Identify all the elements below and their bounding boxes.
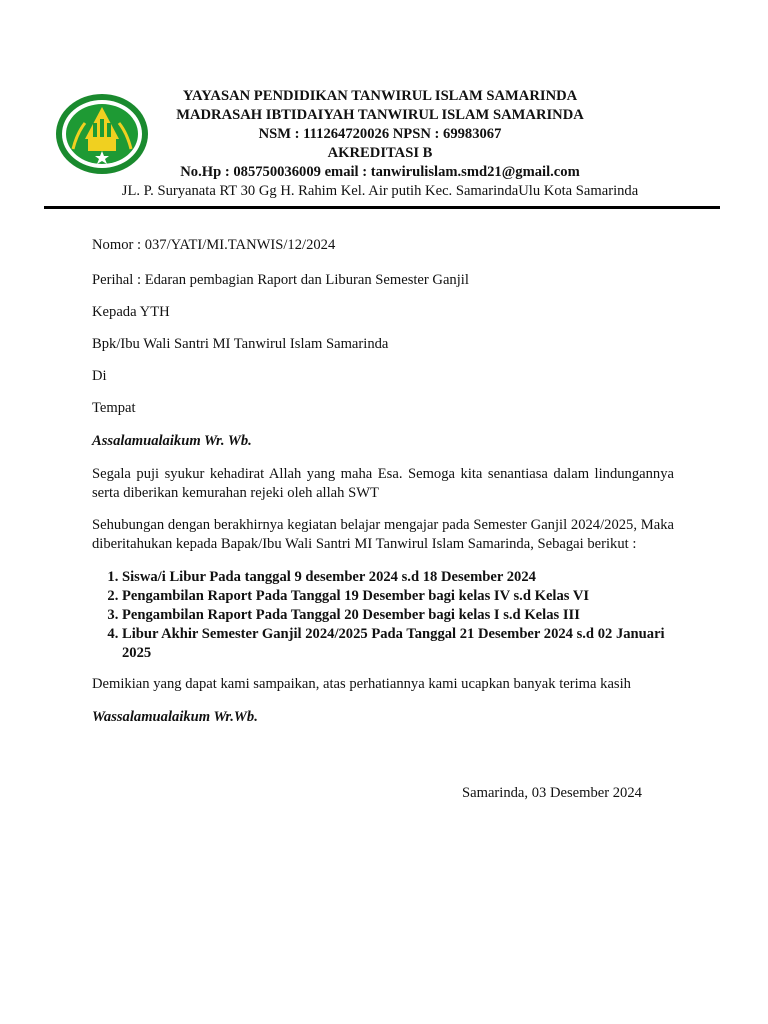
announcement-list (92, 568, 674, 663)
letter-subject: Perihal : Edaran pembagian Raport dan Liburan Semester Ganjil (92, 272, 469, 288)
paragraph-2: Sehubungan dengan berakhirnya kegiatan belajar mengajar pada Semester Ganjil 2024/2025, Maka diberitahukan kepada Bapak/Ibu Wali Santri MI Tanwirul Islam Samarinda, Sebagai berikut : (92, 517, 674, 552)
addressee-label: Kepada YTH (92, 304, 170, 320)
addressee: Bpk/Ibu Wali Santri MI Tanwirul Islam Samarinda (92, 336, 389, 352)
letter-number: Nomor : 037/YATI/MI.TANWIS/12/2024 (92, 237, 336, 253)
list-item: 1. Siswa/i Libur Pada tanggal 9 desember 2024 s.d 18 Desember 2024 (122, 568, 674, 587)
paragraph-1: Segala puji syukur kehadirat Allah yang maha Esa. Semoga kita senantiasa dalam lindungannya serta diberikan kemurahan rejeki oleh allah SWT (92, 466, 674, 501)
school-registration: NSM : 111264720026 NPSN : 69983067 (258, 126, 502, 142)
place-and-date: Samarinda, 03 Desember 2024 (462, 785, 642, 801)
school-address: JL. P. Suryanata RT 30 Gg H. Rahim Kel. Air putih Kec. SamarindaUlu Kota Samarinda (121, 183, 639, 199)
letterhead-divider (44, 206, 720, 209)
contact-info: No.Hp : 085750036009 email : tanwirulislam.smd21@gmail.com (180, 164, 580, 180)
place-label: Tempat (92, 400, 136, 416)
at-label: Di (92, 368, 107, 384)
closing-paragraph: Demikian yang dapat kami sampaikan, atas perhatiannya kami ucapkan banyak terima kasih (92, 676, 631, 692)
list-item: 4. Libur Akhir Semester Ganjil 2024/2025 Pada Tanggal 21 Desember 2024 s.d 02 Januari 2025 (122, 625, 674, 663)
list-item: 2. Pengambilan Raport Pada Tanggal 19 Desember bagi kelas IV s.d Kelas VI (122, 587, 674, 606)
foundation-name: YAYASAN PENDIDIKAN TANWIRUL ISLAM SAMARINDA (182, 88, 578, 104)
list-item: 3. Pengambilan Raport Pada Tanggal 20 Desember bagi kelas I s.d Kelas III (122, 606, 674, 625)
letterhead (100, 87, 660, 201)
letter-body (92, 236, 674, 727)
closing-greeting: Wassalamualaikum Wr.Wb. (92, 709, 258, 725)
opening-greeting: Assalamualaikum Wr. Wb. (92, 433, 252, 449)
accreditation: AKREDITASI B (327, 145, 433, 161)
school-name: MADRASAH IBTIDAIYAH TANWIRUL ISLAM SAMARINDA (176, 107, 584, 123)
